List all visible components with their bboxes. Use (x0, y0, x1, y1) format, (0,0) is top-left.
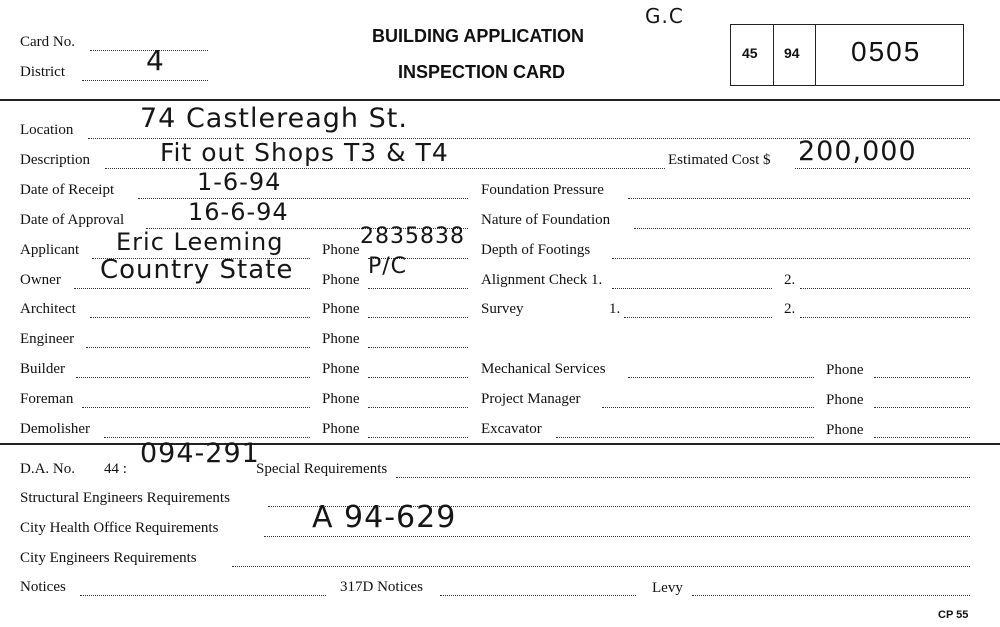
city-health-dots (264, 536, 970, 537)
city-health-value[interactable]: A 94-629 (312, 500, 457, 535)
builder-phone-dots (368, 377, 468, 378)
nature-of-foundation-dots (634, 228, 970, 229)
survey-2-dots (800, 317, 970, 318)
applicant-phone-value[interactable]: 2835838 (360, 224, 465, 249)
district-label: District (20, 64, 65, 80)
corner-note: G.C (645, 4, 684, 28)
foundation-pressure-label: Foundation Pressure (481, 182, 604, 198)
owner-dots (74, 288, 310, 289)
owner-phone-value[interactable]: P/C (368, 254, 408, 279)
district-dots (82, 80, 208, 81)
survey-label: Survey (481, 301, 524, 317)
foreman-phone-dots (368, 407, 468, 408)
header-rule (0, 99, 1000, 101)
date-of-approval-value[interactable]: 16-6-94 (188, 198, 289, 226)
project-manager-phone-dots (874, 407, 970, 408)
location-value[interactable]: 74 Castlereagh St. (140, 103, 408, 134)
structural-engineers-label: Structural Engineers Requirements (20, 490, 230, 506)
depth-of-footings-label: Depth of Footings (481, 242, 591, 258)
architect-phone-dots (368, 317, 468, 318)
da-number-value[interactable]: 094-291 (140, 438, 260, 469)
notices-label: Notices (20, 579, 66, 595)
mechanical-services-dots (628, 377, 814, 378)
owner-phone-dots (368, 288, 468, 289)
da-no-label: D.A. No. (20, 461, 75, 477)
notices-317d-dots (440, 595, 636, 596)
card-no-label: Card No. (20, 34, 75, 50)
district-value[interactable]: 4 (146, 44, 165, 77)
form-code: CP 55 (938, 609, 969, 621)
excavator-phone-label: Phone (826, 422, 864, 438)
alignment-check-label: Alignment Check 1. (481, 272, 603, 288)
builder-phone-label: Phone (322, 361, 360, 377)
card-number-box (730, 24, 964, 86)
city-engineers-dots (232, 566, 970, 567)
owner-label: Owner (20, 272, 61, 288)
da-prefix: 44 : (104, 461, 127, 477)
excavator-dots (556, 437, 814, 438)
estimated-cost-label: Estimated Cost $ (668, 152, 771, 168)
architect-dots (90, 317, 310, 318)
mechanical-services-phone-dots (874, 377, 970, 378)
alignment-check-1-dots (612, 288, 772, 289)
survey-1-dots (624, 317, 772, 318)
demolisher-phone-label: Phone (322, 421, 360, 437)
notices-317d-label: 317D Notices (340, 579, 423, 595)
applicant-label: Applicant (20, 242, 80, 258)
builder-dots (76, 377, 310, 378)
survey-1-label: 1. (609, 301, 621, 317)
architect-label: Architect (20, 301, 76, 317)
mechanical-services-label: Mechanical Services (481, 361, 606, 377)
description-value[interactable]: Fit out Shops T3 & T4 (160, 138, 449, 167)
estimated-cost-dots (795, 168, 970, 169)
engineer-label: Engineer (20, 331, 75, 347)
owner-phone-label: Phone (322, 272, 360, 288)
engineer-phone-label: Phone (322, 331, 360, 347)
builder-label: Builder (20, 361, 65, 377)
box-code-1: 45 (742, 45, 758, 61)
box-code-2: 94 (784, 45, 800, 61)
estimated-cost-value[interactable]: 200,000 (798, 136, 917, 167)
date-of-receipt-label: Date of Receipt (20, 182, 115, 198)
date-of-receipt-value[interactable]: 1-6-94 (197, 168, 282, 196)
depth-of-footings-dots (612, 258, 970, 259)
notices-dots (80, 595, 326, 596)
excavator-label: Excavator (481, 421, 542, 437)
description-dots (105, 168, 665, 169)
special-requirements-dots (396, 477, 970, 478)
project-manager-dots (602, 407, 814, 408)
date-of-approval-label: Date of Approval (20, 212, 125, 228)
alignment-check-2-label: 2. (784, 272, 796, 288)
applicant-phone-label: Phone (322, 242, 360, 258)
nature-of-foundation-label: Nature of Foundation (481, 212, 611, 228)
mechanical-services-phone-label: Phone (826, 362, 864, 378)
levy-label: Levy (652, 580, 683, 596)
project-manager-phone-label: Phone (826, 392, 864, 408)
foreman-dots (82, 407, 310, 408)
demolisher-phone-dots (368, 437, 468, 438)
location-label: Location (20, 122, 74, 138)
title-line-2: INSPECTION CARD (398, 62, 566, 82)
foundation-pressure-dots (628, 198, 970, 199)
box-divider-2 (815, 24, 816, 86)
architect-phone-label: Phone (322, 301, 360, 317)
alignment-check-2-dots (800, 288, 970, 289)
foreman-phone-label: Phone (322, 391, 360, 407)
title-line-1: BUILDING APPLICATION (372, 26, 584, 46)
demolisher-label: Demolisher (20, 421, 90, 437)
box-number: 0505 (851, 36, 922, 67)
description-label: Description (20, 152, 90, 168)
city-engineers-label: City Engineers Requirements (20, 550, 197, 566)
box-divider-1 (773, 24, 774, 86)
levy-dots (692, 595, 970, 596)
engineer-dots (86, 347, 310, 348)
special-requirements-label: Special Requirements (256, 461, 388, 477)
excavator-phone-dots (874, 437, 970, 438)
applicant-value[interactable]: Eric Leeming (116, 228, 284, 256)
foreman-label: Foreman (20, 391, 74, 407)
city-health-label: City Health Office Requirements (20, 520, 219, 536)
project-manager-label: Project Manager (481, 391, 581, 407)
survey-2-label: 2. (784, 301, 796, 317)
owner-value[interactable]: Country State (100, 255, 294, 285)
engineer-phone-dots (368, 347, 468, 348)
